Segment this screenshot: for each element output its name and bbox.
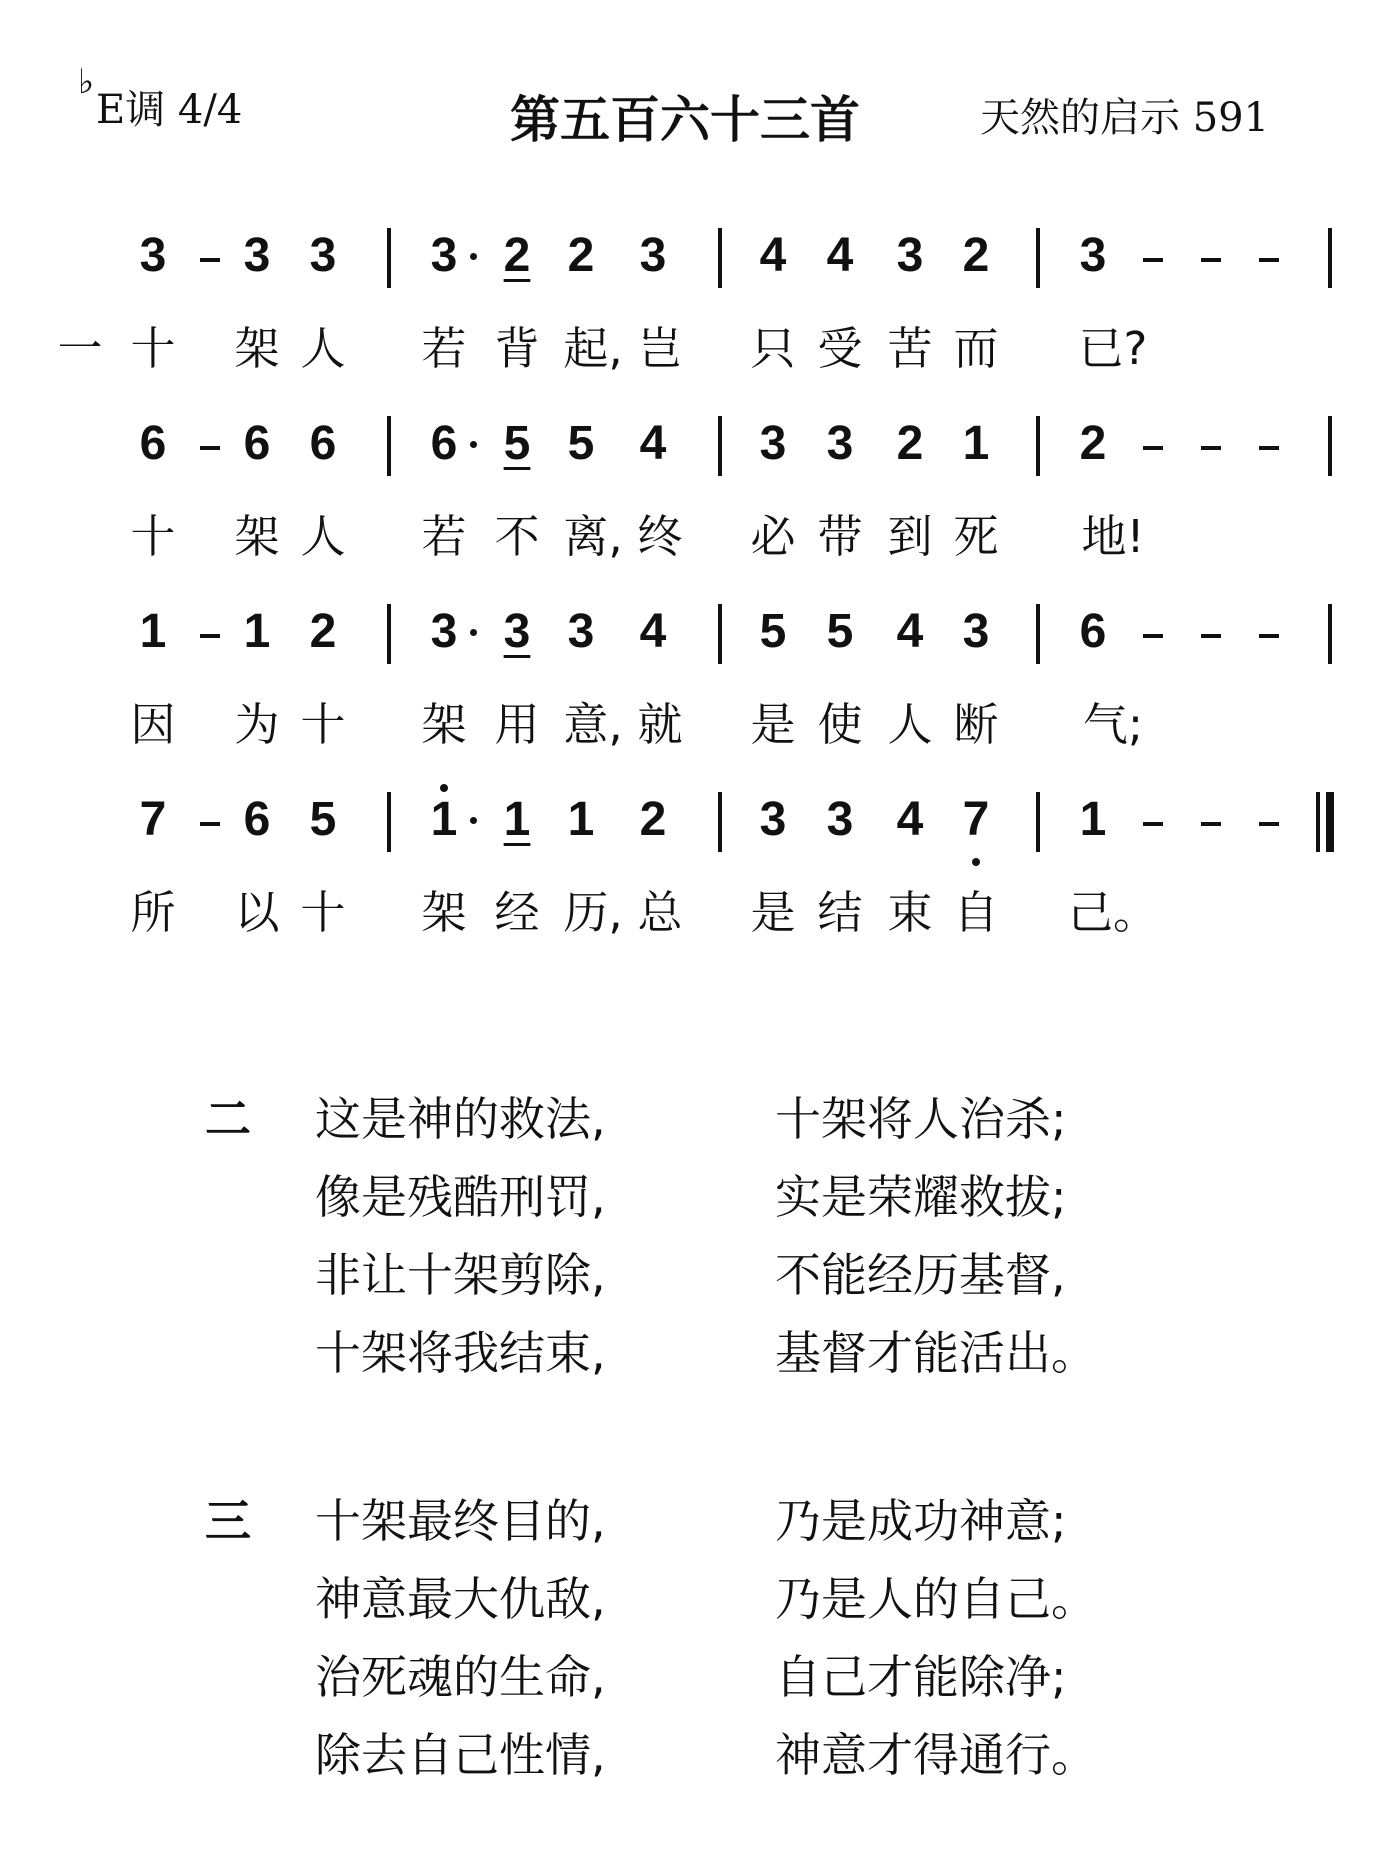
note: 6 bbox=[243, 793, 271, 846]
lyric: 一 bbox=[57, 322, 103, 375]
lyric: 若 bbox=[421, 322, 467, 375]
barline bbox=[387, 792, 391, 852]
note: 5 bbox=[567, 417, 595, 470]
dash bbox=[1259, 634, 1279, 638]
hymn-reference: 天然的启示 591 bbox=[980, 95, 1270, 141]
lyric: 架 bbox=[234, 510, 280, 563]
note: 6 bbox=[430, 417, 458, 470]
note: 5 bbox=[759, 605, 787, 658]
lyric: 人 bbox=[300, 510, 346, 563]
lyric: 岂 bbox=[637, 322, 683, 375]
lyric: 历, bbox=[563, 886, 623, 939]
lyric: 经 bbox=[494, 886, 540, 939]
note: 3 bbox=[639, 229, 667, 282]
note: 7 bbox=[962, 793, 990, 846]
note: 3 bbox=[759, 417, 787, 470]
note: 4 bbox=[826, 229, 854, 282]
barline bbox=[387, 228, 391, 288]
note: 3 bbox=[896, 229, 924, 282]
octave-dot-above bbox=[440, 784, 448, 792]
lyric: 总 bbox=[637, 886, 683, 939]
note: 2 bbox=[567, 229, 595, 282]
note: 3 bbox=[243, 229, 271, 282]
lyric: 架 bbox=[421, 886, 467, 939]
verse-line-second-half: 基督才能活出。 bbox=[775, 1326, 1097, 1380]
verse-line-first-half: 十架最终目的, bbox=[315, 1494, 606, 1548]
barline bbox=[1036, 792, 1040, 852]
dash bbox=[200, 258, 220, 262]
dash bbox=[1259, 258, 1279, 262]
note: 3 bbox=[1079, 229, 1107, 282]
lyric: 人 bbox=[887, 698, 933, 751]
verse-number: 三 bbox=[205, 1494, 251, 1548]
verse-line-first-half: 神意最大仇敌, bbox=[315, 1572, 606, 1626]
dash bbox=[1143, 634, 1163, 638]
note: 3 bbox=[430, 605, 458, 658]
barline bbox=[387, 416, 391, 476]
note: 3 bbox=[503, 605, 531, 658]
lyric: 是 bbox=[750, 698, 796, 751]
dash bbox=[1201, 822, 1221, 826]
verse-line-second-half: 自己才能除净; bbox=[775, 1650, 1067, 1704]
note: 2 bbox=[896, 417, 924, 470]
barline bbox=[718, 604, 722, 664]
note: 3 bbox=[139, 229, 167, 282]
dash bbox=[1201, 446, 1221, 450]
lyric: 带 bbox=[817, 510, 863, 563]
verse-line-second-half: 神意才得通行。 bbox=[775, 1728, 1097, 1782]
barline bbox=[718, 792, 722, 852]
note: 1 bbox=[567, 793, 595, 846]
lyric: 气; bbox=[1082, 698, 1144, 751]
lyric: 苦 bbox=[887, 322, 933, 375]
note: 2 bbox=[962, 229, 990, 282]
lyric: 离, bbox=[563, 510, 623, 563]
dot bbox=[470, 253, 477, 260]
note: 3 bbox=[567, 605, 595, 658]
verse-line-first-half: 治死魂的生命, bbox=[315, 1650, 606, 1704]
note: 1 bbox=[962, 417, 990, 470]
lyric: 就 bbox=[637, 698, 683, 751]
verse-number: 二 bbox=[205, 1092, 251, 1146]
note: 1 bbox=[503, 793, 531, 846]
note: 2 bbox=[503, 229, 531, 282]
lyric: 断 bbox=[953, 698, 999, 751]
dash bbox=[200, 822, 220, 826]
lyric: 起, bbox=[563, 322, 623, 375]
note: 7 bbox=[139, 793, 167, 846]
barline bbox=[1036, 228, 1040, 288]
verse-line-second-half: 乃是成功神意; bbox=[775, 1494, 1067, 1548]
verse-line-first-half: 除去自己性情, bbox=[315, 1728, 606, 1782]
note: 1 bbox=[1079, 793, 1107, 846]
dash bbox=[200, 446, 220, 450]
dash bbox=[1201, 634, 1221, 638]
note: 1 bbox=[139, 605, 167, 658]
dash bbox=[1143, 446, 1163, 450]
lyric: 受 bbox=[817, 322, 863, 375]
final-barline-thin bbox=[1316, 792, 1320, 852]
barline bbox=[1328, 604, 1332, 664]
lyric: 若 bbox=[421, 510, 467, 563]
barline bbox=[387, 604, 391, 664]
lyric: 自 bbox=[953, 886, 999, 939]
key-time-label: E调 4/4 bbox=[96, 87, 243, 133]
dot bbox=[470, 817, 477, 824]
dash bbox=[1201, 258, 1221, 262]
note: 5 bbox=[309, 793, 337, 846]
lyric: 死 bbox=[953, 510, 999, 563]
lyric: 架 bbox=[421, 698, 467, 751]
flat-sign: ♭ bbox=[78, 62, 95, 102]
dash bbox=[1143, 822, 1163, 826]
note: 3 bbox=[759, 793, 787, 846]
note: 4 bbox=[639, 417, 667, 470]
note: 4 bbox=[639, 605, 667, 658]
note: 4 bbox=[896, 605, 924, 658]
lyric: 人 bbox=[300, 322, 346, 375]
dash bbox=[1259, 822, 1279, 826]
note: 2 bbox=[1079, 417, 1107, 470]
lyric: 所 bbox=[130, 886, 176, 939]
barline bbox=[718, 228, 722, 288]
note: 1 bbox=[430, 793, 458, 846]
lyric: 束 bbox=[887, 886, 933, 939]
lyric: 十 bbox=[130, 510, 176, 563]
final-barline-thick bbox=[1326, 792, 1334, 852]
lyric: 十 bbox=[300, 698, 346, 751]
note: 6 bbox=[139, 417, 167, 470]
lyric: 结 bbox=[817, 886, 863, 939]
verse-line-second-half: 十架将人治杀; bbox=[775, 1092, 1067, 1146]
hymn-title: 第五百六十三首 bbox=[510, 91, 860, 149]
key-signature bbox=[70, 62, 243, 135]
verse-line-first-half: 十架将我结束, bbox=[315, 1326, 606, 1380]
dash bbox=[200, 634, 220, 638]
note: 4 bbox=[896, 793, 924, 846]
dot bbox=[470, 441, 477, 448]
dot bbox=[470, 629, 477, 636]
note: 3 bbox=[826, 793, 854, 846]
dash bbox=[1259, 446, 1279, 450]
lyric: 地! bbox=[1081, 510, 1145, 563]
note: 4 bbox=[759, 229, 787, 282]
lyric: 必 bbox=[750, 510, 796, 563]
lyric: 架 bbox=[234, 322, 280, 375]
lyric: 只 bbox=[750, 322, 796, 375]
note: 2 bbox=[639, 793, 667, 846]
note: 3 bbox=[309, 229, 337, 282]
lyric: 为 bbox=[234, 698, 280, 751]
lyric: 十 bbox=[300, 886, 346, 939]
lyric: 背 bbox=[494, 322, 540, 375]
barline bbox=[1036, 604, 1040, 664]
note: 5 bbox=[503, 417, 531, 470]
barline bbox=[718, 416, 722, 476]
lyric: 以 bbox=[234, 886, 280, 939]
verse-line-first-half: 非让十架剪除, bbox=[315, 1248, 606, 1302]
lyric: 已? bbox=[1078, 322, 1148, 375]
lyric: 己。 bbox=[1067, 886, 1159, 939]
barline bbox=[1328, 228, 1332, 288]
verse-line-second-half: 不能经历基督, bbox=[775, 1248, 1066, 1302]
lyric: 而 bbox=[953, 322, 999, 375]
lyric: 因 bbox=[130, 698, 176, 751]
lyric: 用 bbox=[494, 698, 540, 751]
octave-dot-below bbox=[972, 858, 980, 866]
lyric: 是 bbox=[750, 886, 796, 939]
verse-line-first-half: 这是神的救法, bbox=[315, 1092, 606, 1146]
verse-line-second-half: 实是荣耀救拔; bbox=[775, 1170, 1067, 1224]
barline bbox=[1036, 416, 1040, 476]
barline bbox=[1328, 416, 1332, 476]
note: 6 bbox=[309, 417, 337, 470]
note: 3 bbox=[962, 605, 990, 658]
note: 5 bbox=[826, 605, 854, 658]
dash bbox=[1143, 258, 1163, 262]
lyric: 终 bbox=[637, 510, 683, 563]
lyric: 意, bbox=[563, 698, 623, 751]
note: 3 bbox=[826, 417, 854, 470]
lyric: 十 bbox=[130, 322, 176, 375]
note: 6 bbox=[243, 417, 271, 470]
note: 2 bbox=[309, 605, 337, 658]
verse-line-first-half: 像是残酷刑罚, bbox=[315, 1170, 606, 1224]
verse-line-second-half: 乃是人的自己。 bbox=[775, 1572, 1097, 1626]
note: 1 bbox=[243, 605, 271, 658]
lyric: 到 bbox=[887, 510, 933, 563]
note: 6 bbox=[1079, 605, 1107, 658]
lyric: 使 bbox=[817, 698, 863, 751]
note: 3 bbox=[430, 229, 458, 282]
lyric: 不 bbox=[494, 510, 540, 563]
